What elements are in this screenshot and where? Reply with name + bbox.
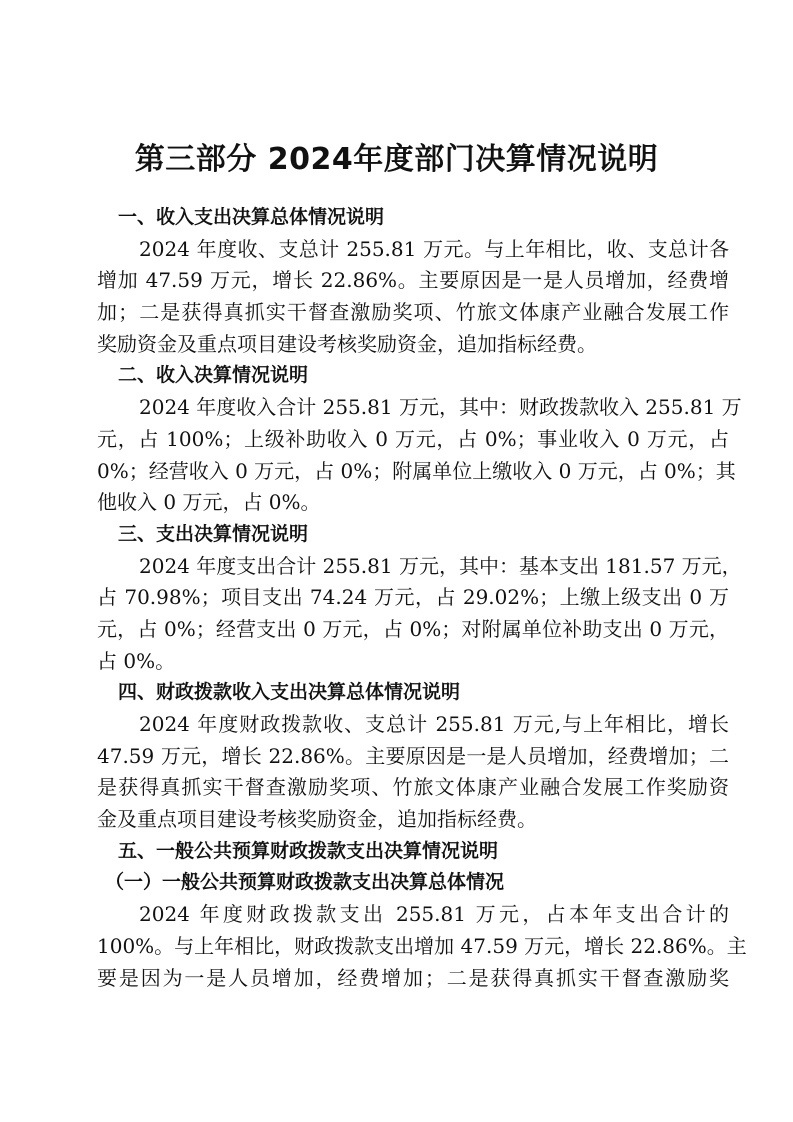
paragraph [97, 551, 742, 678]
text-line: 47.59 万元，增长 22.86%。主要原因是一是人员增加，经费增加；二 [97, 743, 729, 768]
heading-text: 三、支出决算情况说明 [118, 522, 309, 545]
text-line: 元，占 100%；上级补助收入 0 万元，占 0%；事业收入 0 万元，占 [97, 426, 729, 451]
text-line: 100%。与上年相比，财政拨款支出增加 47.59 万元，增长 22.86%。主 [97, 933, 747, 958]
heading-text: 四、财政拨款收入支出决算总体情况说明 [118, 681, 461, 704]
section-heading [97, 836, 729, 868]
text-line: 金及重点项目建设考核奖励资金，追加指标经费。 [97, 807, 537, 832]
text-line: 他收入 0 万元，占 0%。 [97, 490, 321, 515]
text-line: 元，占 0%；经营支出 0 万元，占 0%；对附属单位补助支出 0 万元， [97, 616, 729, 641]
paragraph [97, 234, 729, 361]
heading-text: （一）一般公共预算财政拨款支出决算总体情况 [105, 871, 505, 894]
document-body [97, 202, 747, 994]
text-line: 2024 年度财政拨款收、支总计 255.81 万元,与上年相比，增长 [139, 712, 729, 736]
text-line: 2024 年度收入合计 255.81 万元，其中：财政拨款收入 255.81 万 [139, 395, 742, 420]
page-title: 第三部分 2024年度部门决算情况说明 [134, 142, 659, 177]
text-line: 加；二是获得真抓实干督查激励奖项、竹旅文体康产业融合发展工作 [97, 300, 729, 325]
text-line: 2024 年度支出合计 255.81 万元，其中：基本支出 181.57 万元， [139, 553, 742, 578]
heading-text: 二、收入决算情况说明 [118, 364, 309, 387]
paragraph [97, 899, 747, 994]
text-line: 2024 年度财政拨款支出 255.81 万元，占本年支出合计的 [139, 902, 729, 927]
heading-text: 一、收入支出决算总体情况说明 [118, 206, 385, 228]
paragraph [97, 709, 729, 836]
section-heading [97, 202, 729, 234]
section-heading [97, 677, 729, 709]
text-line: 占 0%。 [97, 648, 176, 673]
subsection-heading [97, 867, 729, 899]
text-line: 奖励资金及重点项目建设考核奖励资金，追加指标经费。 [97, 331, 597, 356]
text-line: 占 70.98%；项目支出 74.24 万元，占 29.02%；上缴上级支出 0 万 [97, 585, 729, 610]
section-heading [97, 519, 729, 551]
text-line: 要是因为一是人员增加，经费增加；二是获得真抓实干督查激励奖 [97, 965, 729, 990]
text-line: 是获得真抓实干督查激励奖项、竹旅文体康产业融合发展工作奖励资 [97, 775, 729, 800]
section-heading [97, 360, 729, 392]
text-line: 2024 年度收、支总计 255.81 万元。与上年相比，收、支总计各 [139, 236, 729, 261]
text-line: 增加 47.59 万元，增长 22.86%。主要原因是一是人员增加，经费增 [97, 268, 729, 293]
paragraph [97, 392, 742, 519]
heading-text: 五、一般公共预算财政拨款支出决算情况说明 [118, 839, 499, 862]
text-line: 0%；经营收入 0 万元，占 0%；附属单位上缴收入 0 万元，占 0%；其 [97, 458, 736, 483]
